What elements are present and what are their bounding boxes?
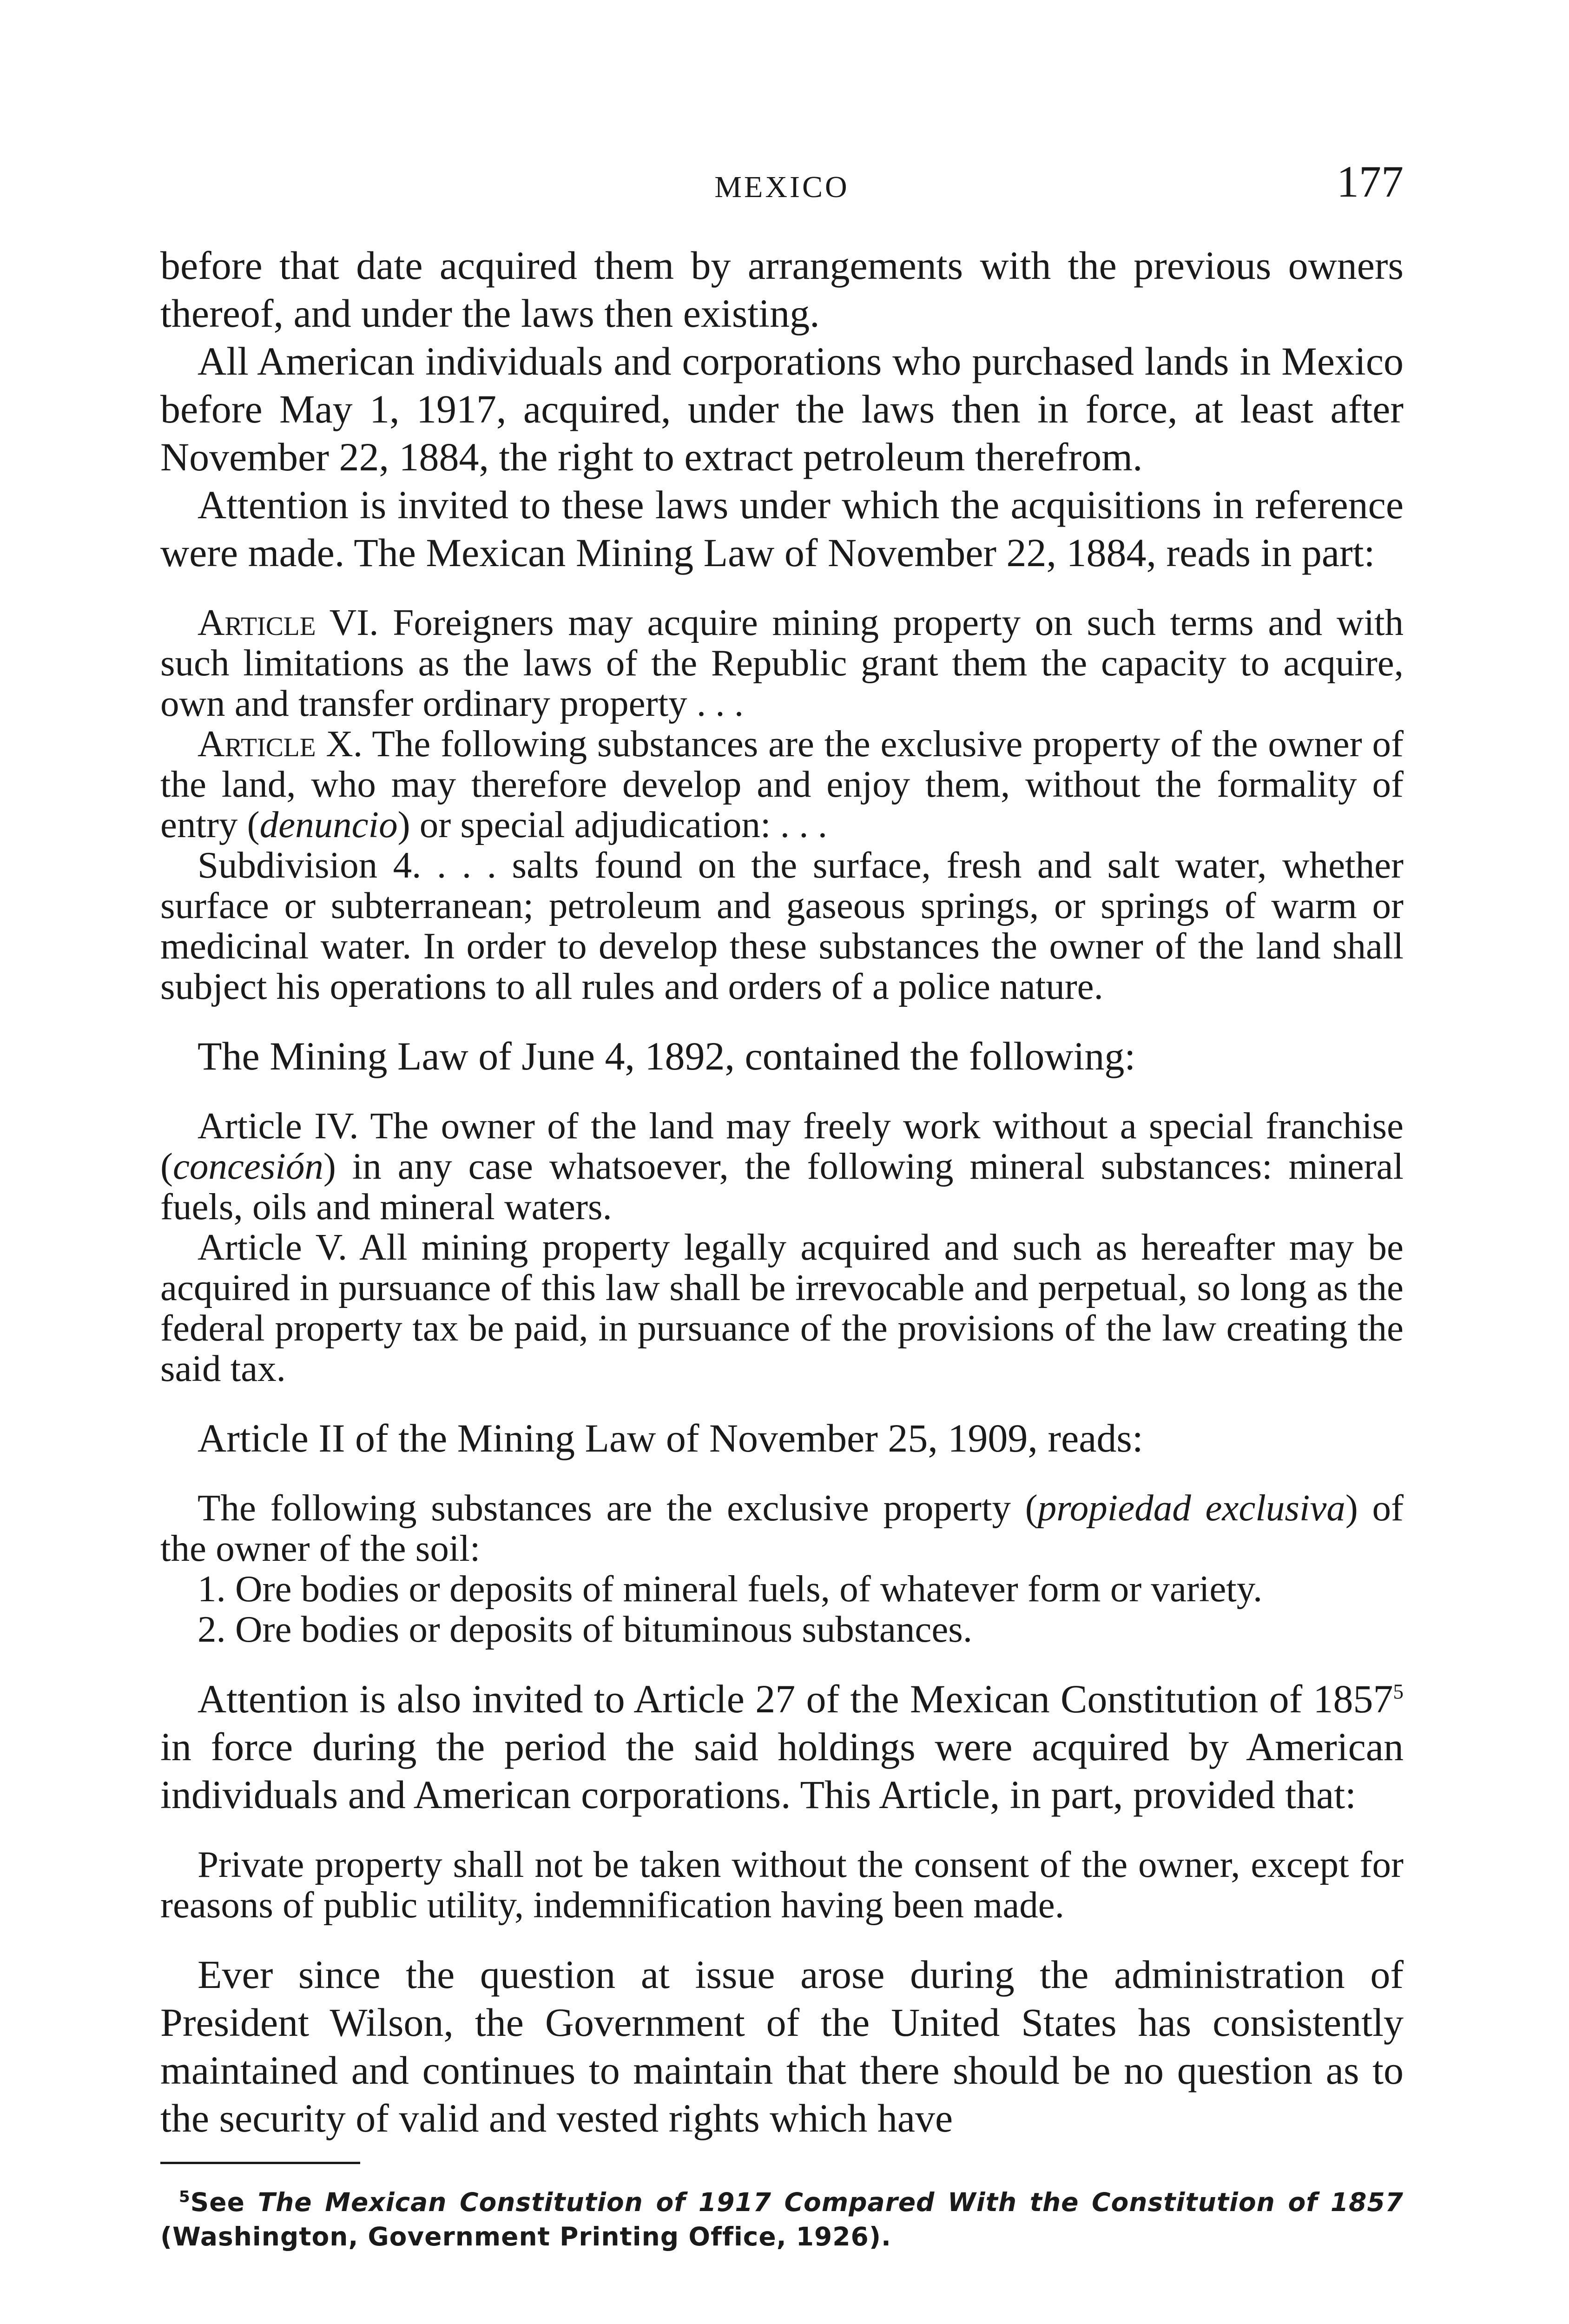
paragraph-6: Attention is also invited to Article 27 of the Mexican Constitution of 1857$^5$ in force during the period the said holdings were acquired by American individuals and American corporations. This Article, in part, provided that: [160, 1677, 1404, 1817]
quote-mining-law-1892 [160, 1106, 1404, 1389]
quote-item-2: 2. Ore bodies or deposits of bituminous substances. [198, 1608, 973, 1650]
quote-mining-law-1884 [160, 602, 1404, 1007]
quote-article-6: Article VI. Foreigners may acquire mining property on such terms and with such limitations as the laws of the Republic grant them the capacity to acquire, own and transfer ordinary property . . . [160, 601, 1404, 724]
running-head: MEXICO [714, 170, 850, 204]
footnote-reference[interactable]: 5 [1393, 1680, 1404, 1703]
page-body [160, 242, 1404, 2254]
quote-article-4: Article IV. The owner of the land may freely work without a special franchise (concesión) in any case whatsoever, the following mineral substances: mineral fuels, oils and mineral waters. [160, 1105, 1404, 1228]
paragraph-1: before that date acquired them by arrangements with the previous owners thereof, and under the laws then existing. [160, 243, 1404, 336]
page-header [160, 156, 1404, 216]
paragraph-2: All American individuals and corporations who purchased lands in Mexico before May 1, 1917, acquired, under the laws then in force, at least after November 22, 1884, the right to extract petroleum therefrom. [160, 339, 1404, 479]
page-number: 177 [1337, 157, 1404, 206]
quote-item-1: 1. Ore bodies or deposits of mineral fuels, of whatever form or variety. [198, 1568, 1263, 1610]
paragraph-7: Ever since the question at issue arose during the administration of President Wilson, the Government of the United States has consistently maintained and continues to maintain that there should be no question as to the security of valid and vested rights which have [160, 1952, 1404, 2140]
quote-subdivision-4: Subdivision 4. . . . salts found on the surface, fresh and salt water, whether surface or subterranean; petroleum and gaseous springs, or springs of warm or medicinal water. In order to develop these substances the owner of the land shall subject his operations to all rules and orders of a police nature. [160, 844, 1404, 1007]
footnote-title: The Mexican Constitution of 1917 Compared With the Constitution of 1857 [257, 2187, 1404, 2217]
article-10-label: Article X. [198, 723, 363, 765]
footnote: $^5$See The Mexican Constitution of 1917 Compared With the Constitution of 1857 (Washington, Government Printing Office, 1926). [160, 2187, 1404, 2251]
quote-mining-law-1909 [160, 1488, 1404, 1650]
paragraph-5: Article II of the Mining Law of November 25, 1909, reads: [198, 1416, 1143, 1460]
article-6-label: Article VI. [198, 601, 379, 643]
quote-article-27: Private property shall not be taken without the consent of the owner, except for reasons of public utility, indemnification having been made. [160, 1843, 1404, 1926]
footnote-number: 5 [179, 2187, 191, 2206]
footnote-divider [160, 2162, 360, 2164]
quote-article-10: Article X. The following substances are the exclusive property of the owner of the land, who may therefore develop and enjoy them, without the formality of entry (denuncio) or special adjudication: . . . [160, 723, 1404, 845]
paragraph-4: The Mining Law of June 4, 1892, contained the following: [198, 1034, 1136, 1078]
paragraph-3: Attention is invited to these laws under which the acquisitions in reference were made. The Mexican Mining Law of November 22, 1884, reads in part: [160, 482, 1404, 575]
quote-intro: The following substances are the exclusive property (propiedad exclusiva) of the owner of the soil: [160, 1487, 1404, 1569]
quote-constitution-1857 [160, 1844, 1404, 1925]
quote-article-5: Article V. All mining property legally acquired and such as hereafter may be acquired in pursuance of this law shall be irrevocable and perpetual, so long as the federal property tax be paid, in pursuance of the provisions of the law creating the said tax. [160, 1226, 1404, 1389]
